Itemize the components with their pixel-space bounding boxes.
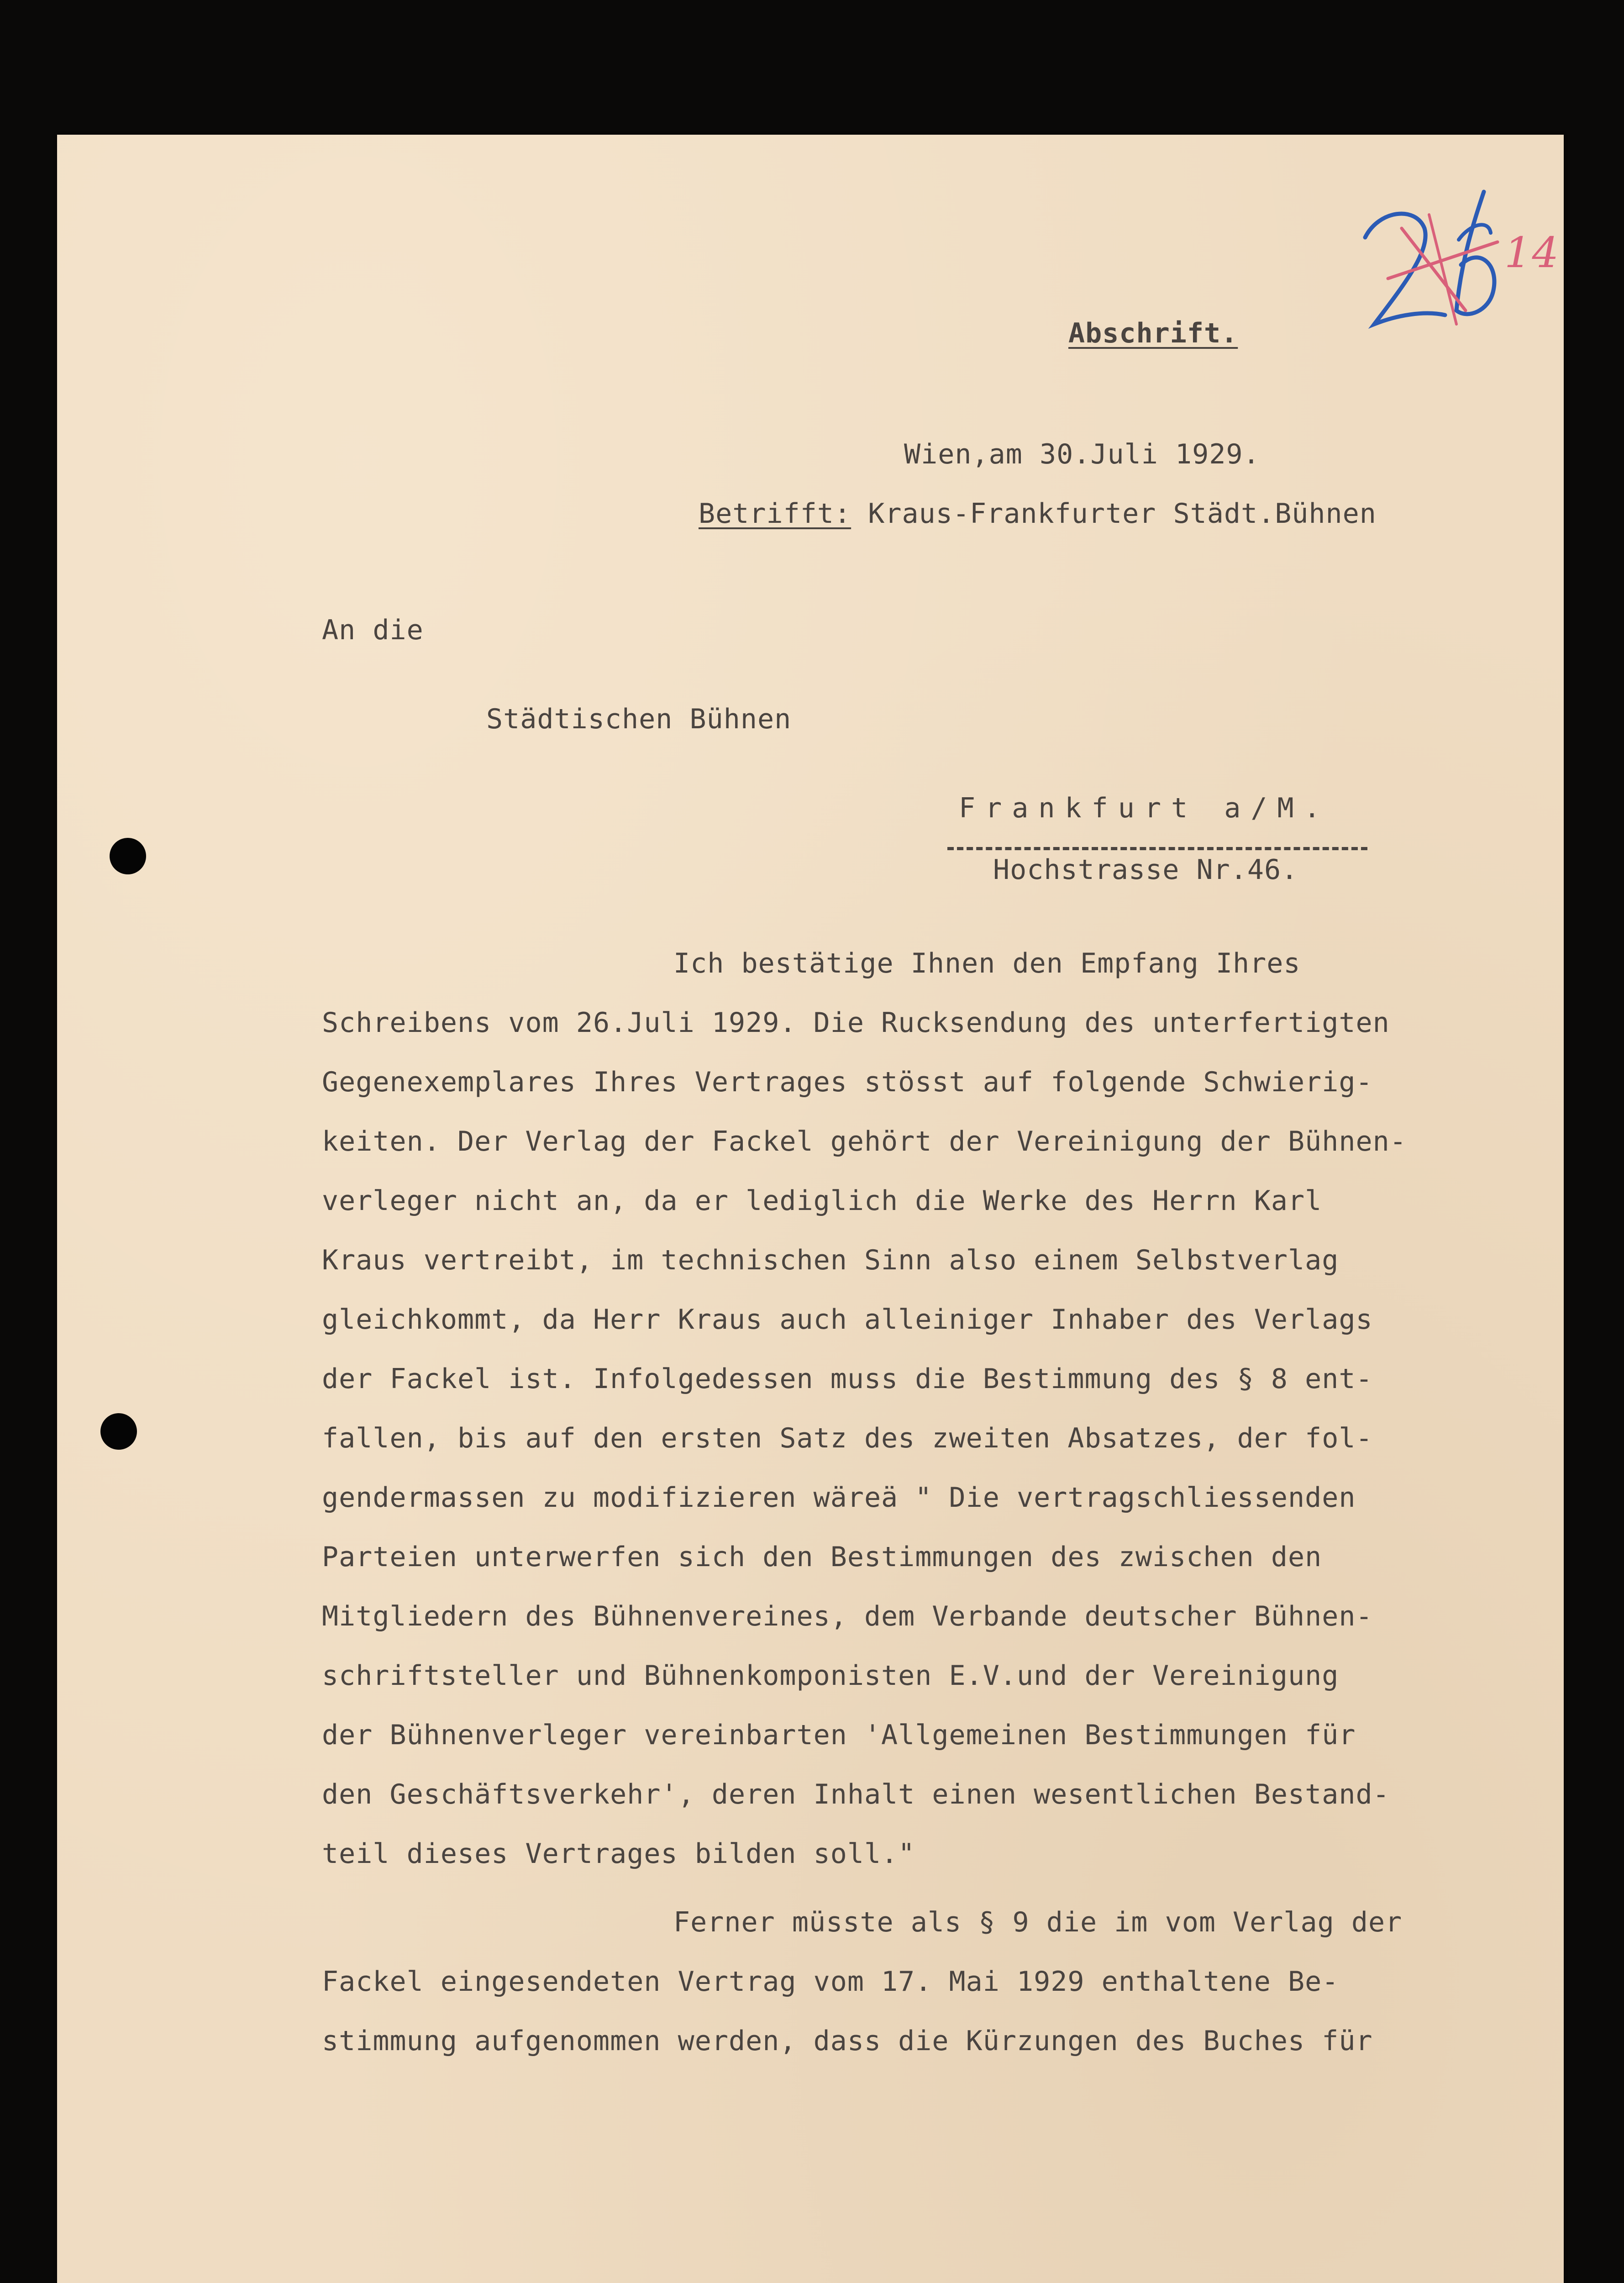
document-heading: Abschrift. (1068, 317, 1238, 349)
recipient-street: Hochstrasse Nr.46. (993, 854, 1298, 886)
punch-hole-lower (100, 1413, 137, 1450)
folio-number: 14 (1504, 228, 1560, 277)
body-line-8: der Fackel ist. Infolgedessen muss die Bestimmung des § 8 ent- (322, 1363, 1373, 1395)
subject-text: Kraus-Frankfurter Städt.Bühnen (868, 498, 1377, 530)
salutation: An die (322, 614, 424, 646)
body-line-4: keiten. Der Verlag der Fackel gehört der Vereinigung der Bühnen- (322, 1126, 1407, 1157)
letter-page (57, 135, 1564, 2283)
recipient-city: Frankfurt a/M. (959, 792, 1330, 824)
body-line-6: Kraus vertreibt, im technischen Sinn also einem Selbstverlag (322, 1244, 1339, 1276)
body-line-5: verleger nicht an, da er lediglich die Werke des Herrn Karl (322, 1185, 1322, 1217)
recipient-name: Städtischen Bühnen (486, 703, 792, 735)
body-line-7: gleichkommt, da Herr Kraus auch alleiniger Inhaber des Verlags (322, 1304, 1373, 1336)
body-line-9: fallen, bis auf den ersten Satz des zweiten Absatzes, der fol- (322, 1422, 1373, 1454)
body-line-11: Parteien unterwerfen sich den Bestimmungen des zwischen den (322, 1541, 1322, 1573)
punch-hole-upper (110, 838, 146, 874)
archive-annotation (1347, 160, 1560, 388)
body-line-10: gendermassen zu modifizieren wäreä " Die vertragschliessenden (322, 1482, 1356, 1514)
subject-label: Betrifft: (699, 498, 851, 530)
body-line-12: Mitgliedern des Bühnenvereines, dem Verbande deutscher Bühnen- (322, 1600, 1373, 1632)
body-line-17: Ferner müsste als § 9 die im vom Verlag der (673, 1906, 1403, 1938)
body-line-15: den Geschäftsverkehr', deren Inhalt einen wesentlichen Bestand- (322, 1778, 1390, 1810)
body-line-3: Gegenexemplares Ihres Vertrages stösst auf folgende Schwierig- (322, 1066, 1373, 1098)
city-dashed-underline (947, 847, 1367, 850)
body-line-1: Ich bestätige Ihnen den Empfang Ihres (673, 947, 1301, 979)
body-line-18: Fackel eingesendeten Vertrag vom 17. Mai 1929 enthaltene Be- (322, 1966, 1339, 1998)
body-line-16: teil dieses Vertrages bilden soll." (322, 1838, 915, 1870)
body-line-2: Schreibens vom 26.Juli 1929. Die Rucksendung des unterfertigten (322, 1007, 1390, 1039)
body-line-14: der Bühnenverleger vereinbarten 'Allgemeinen Bestimmungen für (322, 1719, 1356, 1751)
date-line: Wien,am 30.Juli 1929. (904, 438, 1260, 470)
body-line-19: stimmung aufgenommen werden, dass die Kürzungen des Buches für (322, 2025, 1373, 2057)
subject-line (699, 498, 1377, 530)
body-line-13: schriftsteller und Bühnenkomponisten E.V.und der Vereinigung (322, 1660, 1339, 1692)
